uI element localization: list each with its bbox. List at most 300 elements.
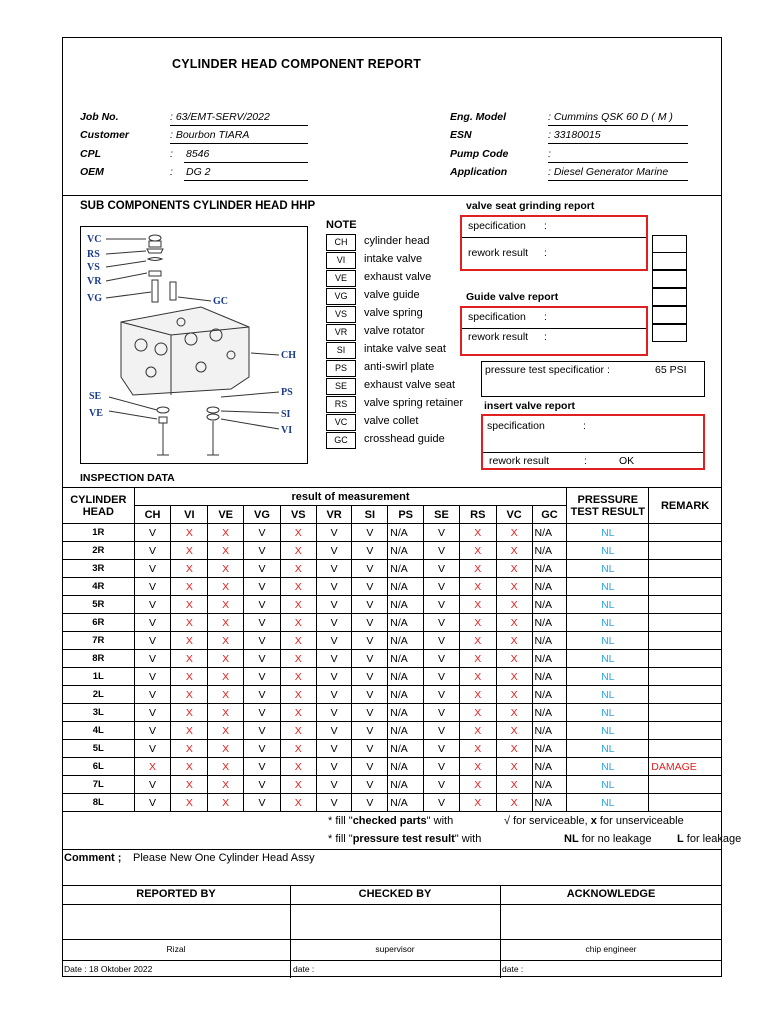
measurement-cell: V: [352, 668, 388, 686]
guide-spec-colon: :: [544, 311, 547, 323]
note-code: GC: [326, 432, 356, 449]
measurement-cell: V: [352, 776, 388, 794]
measurement-cell: X: [459, 524, 496, 542]
measurement-cell: X: [171, 560, 208, 578]
measurement-cell: X: [171, 614, 208, 632]
note-desc: intake valve seat: [364, 343, 446, 355]
cpl-label: CPL: [80, 148, 101, 160]
legend-line-2: * fill "pressure test result" with: [328, 833, 482, 845]
measurement-cell: N/A: [532, 596, 567, 614]
measurement-cell: V: [316, 794, 352, 812]
measurement-cell: X: [280, 542, 316, 560]
measurement-cell: V: [134, 560, 171, 578]
remark-cell: [649, 560, 722, 578]
guide-valve-report-box: [460, 306, 648, 356]
measurement-cell: X: [496, 686, 532, 704]
note-desc: anti-swirl plate: [364, 361, 435, 373]
esn-underline: [548, 143, 688, 144]
note-desc: intake valve: [364, 253, 423, 265]
measurement-cell: X: [280, 524, 316, 542]
measurement-cell: N/A: [388, 632, 424, 650]
guide-rework-colon: :: [544, 331, 547, 343]
measurement-cell: N/A: [388, 758, 424, 776]
measurement-cell: N/A: [532, 524, 567, 542]
remark-cell: [649, 578, 722, 596]
valve-seat-spec-colon: :: [544, 220, 547, 232]
measurement-cell: N/A: [388, 542, 424, 560]
measurement-cell: N/A: [532, 578, 567, 596]
measurement-cell: N/A: [532, 632, 567, 650]
table-row: [63, 614, 722, 632]
measurement-cell: X: [171, 578, 208, 596]
col-ch: CH: [134, 506, 171, 524]
note-desc: exhaust valve seat: [364, 379, 456, 391]
measurement-cell: V: [352, 758, 388, 776]
label-vg: VG: [87, 293, 102, 304]
job-no-underline: [170, 125, 308, 126]
measurement-cell: V: [424, 578, 460, 596]
measurement-cell: N/A: [532, 686, 567, 704]
pressure-result-cell: NL: [567, 686, 649, 704]
customer-value: : Bourbon TIARA: [170, 129, 250, 141]
eng-model-value: : Cummins QSK 60 D ( M ): [548, 111, 673, 123]
note-code: SI: [326, 342, 356, 359]
measurement-cell: X: [280, 794, 316, 812]
measurement-cell: V: [424, 596, 460, 614]
checker-name: supervisor: [375, 944, 415, 954]
measurement-cell: V: [352, 560, 388, 578]
insert-rework-value: OK: [619, 455, 635, 467]
pump-code-label: Pump Code: [450, 148, 509, 160]
customer-label: Customer: [80, 129, 130, 141]
legend-line-1: * fill "checked parts" with: [328, 815, 454, 827]
measurement-cell: V: [316, 578, 352, 596]
remark-cell: [649, 704, 722, 722]
measurement-cell: X: [171, 740, 208, 758]
measurement-cell: V: [424, 740, 460, 758]
acknowledge-date: date :: [502, 964, 524, 974]
measurement-cell: V: [244, 722, 281, 740]
measurement-cell: X: [496, 650, 532, 668]
esn-label: ESN: [450, 129, 472, 141]
cylinder-head-id: 8L: [63, 794, 135, 812]
measurement-cell: X: [171, 542, 208, 560]
col-vr: VR: [316, 506, 352, 524]
measurement-cell: V: [352, 524, 388, 542]
cylinder-head-illustration: [81, 227, 307, 463]
pressure-result-cell: NL: [567, 668, 649, 686]
note-desc: cylinder head: [364, 235, 430, 247]
measurement-cell: X: [496, 542, 532, 560]
measurement-cell: X: [171, 668, 208, 686]
measurement-cell: X: [208, 632, 244, 650]
measurement-cell: X: [459, 632, 496, 650]
measurement-cell: N/A: [388, 704, 424, 722]
legend-line-2-l: L for leakage: [677, 833, 742, 845]
job-no-value: : 63/EMT-SERV/2022: [170, 111, 270, 123]
measurement-cell: X: [496, 722, 532, 740]
remark-cell: DAMAGE: [649, 758, 722, 776]
label-gc: GC: [213, 296, 228, 307]
remark-cell: [649, 632, 722, 650]
sub-components-title: SUB COMPONENTS CYLINDER HEAD HHP: [80, 200, 316, 212]
measurement-cell: X: [208, 668, 244, 686]
measurement-cell: V: [424, 542, 460, 560]
cylinder-head-id: 8R: [63, 650, 135, 668]
measurement-cell: N/A: [532, 650, 567, 668]
inspection-table: [62, 487, 722, 812]
measurement-cell: N/A: [532, 758, 567, 776]
valve-seat-check-3: [652, 270, 687, 288]
measurement-cell: V: [424, 632, 460, 650]
measurement-cell: V: [424, 650, 460, 668]
col-vc: VC: [496, 506, 532, 524]
comment-label: Comment ;: [64, 852, 122, 864]
measurement-cell: X: [208, 758, 244, 776]
remark-cell: [649, 614, 722, 632]
checked-date: date :: [293, 964, 315, 974]
measurement-cell: V: [352, 686, 388, 704]
note-code: PS: [326, 360, 356, 377]
measurement-cell: X: [171, 722, 208, 740]
measurement-cell: V: [134, 632, 171, 650]
cylinder-head-id: 5R: [63, 596, 135, 614]
measurement-cell: N/A: [532, 776, 567, 794]
legend-line-1-symbols: √ for serviceable, x for unserviceable: [504, 815, 684, 827]
cylinder-head-id: 5L: [63, 740, 135, 758]
col-ve: VE: [208, 506, 244, 524]
reporter-name: Rizal: [166, 944, 186, 954]
measurement-cell: V: [316, 758, 352, 776]
measurement-cell: X: [171, 524, 208, 542]
table-row: [63, 794, 722, 812]
note-desc: valve rotator: [364, 325, 425, 337]
measurement-cell: V: [316, 668, 352, 686]
valve-seat-report-box: [460, 215, 648, 271]
measurement-cell: V: [244, 758, 281, 776]
table-row: [63, 524, 722, 542]
insert-spec-colon: :: [583, 420, 586, 432]
signature-grid: [62, 885, 722, 977]
eng-model-underline: [548, 125, 688, 126]
table-row: [63, 560, 722, 578]
cpl-value: 8546: [186, 148, 210, 160]
measurement-cell: N/A: [388, 686, 424, 704]
label-si: SI: [281, 409, 291, 420]
remark-cell: [649, 668, 722, 686]
col-vi: VI: [171, 506, 208, 524]
measurement-cell: X: [496, 614, 532, 632]
measurement-cell: X: [280, 560, 316, 578]
reported-date: Date : 18 Oktober 2022: [64, 964, 153, 974]
col-rs: RS: [459, 506, 496, 524]
remark-cell: [649, 740, 722, 758]
measurement-cell: X: [459, 740, 496, 758]
pressure-result-cell: NL: [567, 776, 649, 794]
measurement-cell: V: [352, 650, 388, 668]
measurement-cell: V: [244, 776, 281, 794]
note-desc: valve spring retainer: [364, 397, 464, 409]
table-row: [63, 758, 722, 776]
cylinder-head-id: 6L: [63, 758, 135, 776]
note-code: VE: [326, 270, 356, 287]
label-se: SE: [89, 391, 102, 402]
legend-line-2-nl: NL for no leakage: [564, 833, 652, 845]
measurement-cell: V: [316, 740, 352, 758]
remark-cell: [649, 686, 722, 704]
label-vc: VC: [87, 234, 102, 245]
table-row: [63, 740, 722, 758]
valve-seat-check-1: [652, 235, 687, 253]
measurement-cell: V: [244, 740, 281, 758]
measurement-cell: V: [134, 668, 171, 686]
cylinder-head-id: 6R: [63, 614, 135, 632]
cpl-colon: :: [170, 148, 173, 160]
measurement-cell: X: [208, 776, 244, 794]
insert-valve-report-box: [481, 414, 705, 470]
measurement-cell: X: [459, 722, 496, 740]
measurement-cell: V: [244, 578, 281, 596]
col-se: SE: [424, 506, 460, 524]
measurement-cell: V: [244, 686, 281, 704]
insert-rework-label: rework result: [489, 455, 550, 467]
measurement-cell: X: [280, 722, 316, 740]
measurement-cell: V: [352, 614, 388, 632]
oem-colon: :: [170, 166, 173, 178]
guide-check-1: [652, 288, 687, 306]
inspection-title: INSPECTION DATA: [80, 472, 175, 484]
measurement-cell: N/A: [532, 560, 567, 578]
col-gc: GC: [532, 506, 567, 524]
pressure-result-cell: NL: [567, 740, 649, 758]
measurement-cell: V: [244, 524, 281, 542]
measurement-cell: N/A: [388, 740, 424, 758]
application-underline: [548, 180, 688, 181]
measurement-cell: V: [316, 632, 352, 650]
cylinder-head-id: 7R: [63, 632, 135, 650]
measurement-cell: V: [244, 596, 281, 614]
measurement-cell: V: [244, 650, 281, 668]
col-vg: VG: [244, 506, 281, 524]
measurement-cell: V: [244, 560, 281, 578]
note-code: RS: [326, 396, 356, 413]
measurement-cell: V: [316, 650, 352, 668]
measurement-cell: X: [208, 614, 244, 632]
measurement-cell: X: [280, 758, 316, 776]
measurement-cell: N/A: [388, 668, 424, 686]
note-desc: exhaust valve: [364, 271, 432, 283]
pressure-result-cell: NL: [567, 758, 649, 776]
measurement-cell: V: [424, 722, 460, 740]
oem-underline: [184, 180, 308, 181]
measurement-cell: X: [280, 686, 316, 704]
measurement-cell: V: [424, 614, 460, 632]
table-row: [63, 542, 722, 560]
cylinder-head-id: 2R: [63, 542, 135, 560]
measurement-cell: X: [459, 668, 496, 686]
measurement-cell: N/A: [388, 614, 424, 632]
label-ps: PS: [281, 387, 293, 398]
valve-seat-rework-label: rework result: [468, 247, 529, 259]
measurement-cell: X: [459, 758, 496, 776]
measurement-cell: N/A: [388, 776, 424, 794]
measurement-cell: V: [352, 740, 388, 758]
pressure-test-spec-box: [481, 361, 705, 397]
measurement-cell: X: [496, 794, 532, 812]
measurement-cell: X: [459, 650, 496, 668]
measurement-cell: X: [280, 578, 316, 596]
measurement-cell: X: [459, 686, 496, 704]
measurement-cell: V: [134, 650, 171, 668]
measurement-cell: V: [424, 758, 460, 776]
oem-value: DG 2: [186, 166, 211, 178]
measurement-cell: X: [280, 650, 316, 668]
remark-cell: [649, 596, 722, 614]
note-code: VG: [326, 288, 356, 305]
measurement-cell: X: [459, 560, 496, 578]
measurement-cell: X: [459, 542, 496, 560]
measurement-cell: V: [352, 542, 388, 560]
measurement-cell: V: [134, 578, 171, 596]
measurement-cell: V: [424, 794, 460, 812]
pressure-test-spec-label: pressure test specificatior :: [485, 364, 610, 376]
measurement-cell: V: [134, 596, 171, 614]
measurement-cell: X: [171, 776, 208, 794]
measurement-cell: X: [134, 758, 171, 776]
measurement-cell: X: [171, 686, 208, 704]
pressure-result-cell: NL: [567, 632, 649, 650]
measurement-cell: V: [134, 686, 171, 704]
measurement-cell: N/A: [532, 722, 567, 740]
measurement-cell: X: [459, 794, 496, 812]
pressure-result-cell: NL: [567, 578, 649, 596]
measurement-cell: V: [316, 596, 352, 614]
valve-seat-rework-colon: :: [544, 247, 547, 259]
measurement-cell: V: [424, 560, 460, 578]
cylinder-head-id: 7L: [63, 776, 135, 794]
guide-spec-label: specification: [468, 311, 526, 323]
measurement-cell: V: [134, 542, 171, 560]
measurement-cell: X: [496, 668, 532, 686]
measurement-cell: X: [171, 632, 208, 650]
col-si: SI: [352, 506, 388, 524]
measurement-cell: N/A: [388, 596, 424, 614]
measurement-cell: V: [316, 776, 352, 794]
note-desc: valve collet: [364, 415, 419, 427]
application-value: : Diesel Generator Marine: [548, 166, 669, 178]
remark-cell: [649, 776, 722, 794]
measurement-cell: V: [424, 686, 460, 704]
remark-cell: [649, 542, 722, 560]
label-vs: VS: [87, 262, 100, 273]
measurement-cell: N/A: [388, 650, 424, 668]
measurement-cell: V: [134, 614, 171, 632]
valve-seat-spec-label: specification: [468, 220, 526, 232]
measurement-cell: V: [316, 704, 352, 722]
measurement-cell: V: [424, 776, 460, 794]
pressure-result-cell: NL: [567, 794, 649, 812]
cylinder-head-id: 4R: [63, 578, 135, 596]
col-vs: VS: [280, 506, 316, 524]
comment-text: Please New One Cylinder Head Assy: [133, 852, 315, 864]
pressure-result-cell: NL: [567, 596, 649, 614]
col-result-of-measurement: result of measurement: [134, 488, 567, 506]
measurement-cell: V: [244, 632, 281, 650]
table-row: [63, 596, 722, 614]
measurement-cell: N/A: [388, 560, 424, 578]
legend-area: [62, 812, 742, 848]
measurement-cell: V: [134, 794, 171, 812]
cylinder-head-id: 1R: [63, 524, 135, 542]
application-label: Application: [450, 166, 508, 178]
measurement-cell: X: [280, 614, 316, 632]
measurement-cell: X: [208, 686, 244, 704]
note-code: VC: [326, 414, 356, 431]
note-code: VS: [326, 306, 356, 323]
measurement-cell: X: [208, 542, 244, 560]
measurement-cell: X: [496, 740, 532, 758]
note-code: VR: [326, 324, 356, 341]
job-no-label: Job No.: [80, 111, 119, 123]
measurement-cell: X: [171, 704, 208, 722]
cpl-underline: [184, 162, 308, 163]
pressure-result-cell: NL: [567, 722, 649, 740]
remark-cell: [649, 794, 722, 812]
measurement-cell: X: [171, 758, 208, 776]
measurement-cell: X: [496, 524, 532, 542]
measurement-cell: V: [352, 722, 388, 740]
measurement-cell: V: [424, 668, 460, 686]
measurement-cell: V: [424, 704, 460, 722]
note-code: SE: [326, 378, 356, 395]
insert-spec-label: specification: [487, 420, 545, 432]
measurement-cell: X: [208, 740, 244, 758]
measurement-cell: V: [134, 704, 171, 722]
pressure-result-cell: NL: [567, 560, 649, 578]
remark-cell: [649, 524, 722, 542]
measurement-cell: X: [496, 596, 532, 614]
measurement-cell: V: [424, 524, 460, 542]
eng-model-label: Eng. Model: [450, 111, 506, 123]
header-divider: [62, 195, 722, 196]
customer-underline: [170, 143, 308, 144]
label-ve: VE: [89, 408, 103, 419]
table-row: [63, 686, 722, 704]
table-row: [63, 704, 722, 722]
cylinder-head-id: 2L: [63, 686, 135, 704]
measurement-cell: V: [316, 560, 352, 578]
checked-by-label: CHECKED BY: [358, 888, 432, 900]
measurement-cell: V: [316, 542, 352, 560]
col-ps: PS: [388, 506, 424, 524]
measurement-cell: V: [316, 524, 352, 542]
table-row: [63, 632, 722, 650]
measurement-cell: V: [352, 704, 388, 722]
label-vr: VR: [87, 276, 102, 287]
measurement-cell: V: [244, 704, 281, 722]
pump-code-value: :: [548, 148, 551, 160]
measurement-cell: V: [134, 722, 171, 740]
table-row: [63, 578, 722, 596]
col-remark: REMARK: [649, 488, 722, 524]
note-code: VI: [326, 252, 356, 269]
measurement-cell: V: [134, 740, 171, 758]
measurement-cell: X: [208, 650, 244, 668]
oem-label: OEM: [80, 166, 104, 178]
note-desc: valve guide: [364, 289, 420, 301]
measurement-cell: N/A: [532, 542, 567, 560]
table-row: [63, 668, 722, 686]
